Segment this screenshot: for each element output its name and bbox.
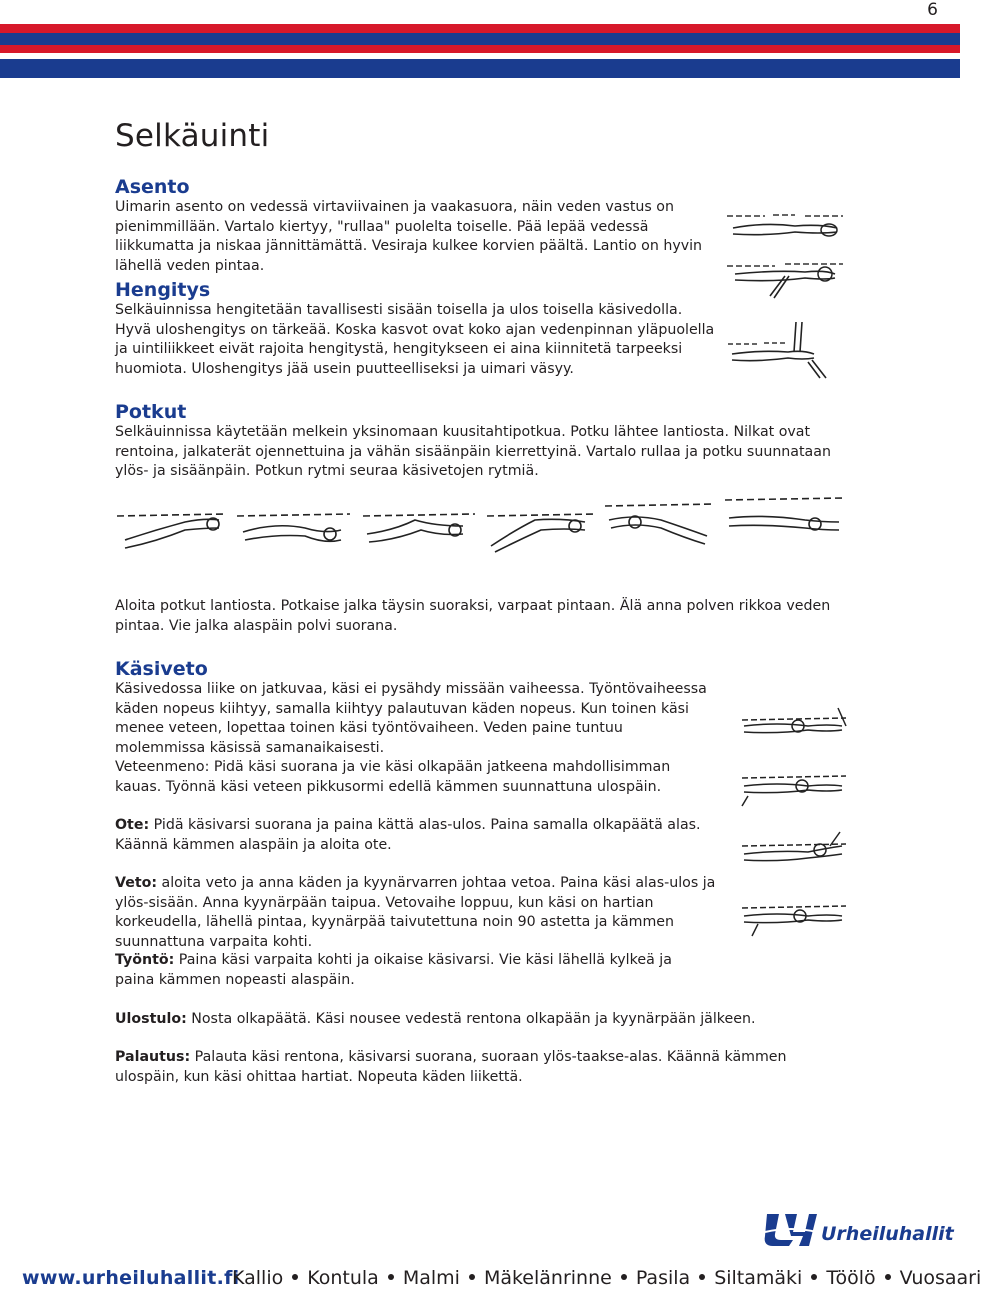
bullet-separator xyxy=(885,1274,891,1280)
bullet-separator xyxy=(469,1274,475,1280)
bullet-separator xyxy=(811,1274,817,1280)
palautus-label: Palautus: xyxy=(115,1049,191,1065)
hengitys-text: Selkäuinnissa hengitetään tavallisesti sisään toisella ja ulos toisella käsivedolla. Hyvä uloshengitys on tärkeää. Koska kasvot ovat koko ajan vedenpinnan yläpuolella ja uintiliikkeet eivät rajoita hengitystä, hengitykseen ei aina kiinnitetä tarpeeksi huomiota. Uloshengitys jää usein puutteelliseksi ja uimari väsyy. xyxy=(115,302,715,377)
paragraph-asento xyxy=(115,198,715,276)
heading-potkut: Potkut xyxy=(115,401,187,423)
location-vuosaari[interactable]: Vuosaari xyxy=(899,1267,981,1289)
swimmer-illustration-streamline xyxy=(725,210,845,246)
paragraph-tyonto xyxy=(115,951,715,990)
kasiveto-veteenmeno-text: Veteenmeno: Pidä käsi suorana ja vie käsi olkapään jatkeena mahdollisimman kauas. Työnnä käsi veteen pikkusormi edellä kämmen suunnattuna ulospäin. xyxy=(115,759,671,795)
header-stripe-red-bottom xyxy=(0,45,960,53)
urheiluhallit-logo xyxy=(765,1208,954,1248)
bullet-separator xyxy=(699,1274,705,1280)
potkut-after-text: Aloita potkut lantiosta. Potkaise jalka täysin suoraksi, varpaat pintaan. Älä anna polven rikkoa veden pintaa. Vie jalka alaspäin polvi suorana. xyxy=(115,598,831,634)
veto-label: Veto: xyxy=(115,875,158,891)
ulostulo-label: Ulostulo: xyxy=(115,1011,187,1027)
heading-kasiveto: Käsiveto xyxy=(115,658,208,680)
page-number: 6 xyxy=(927,0,938,20)
potkut-text: Selkäuinnissa käytetään melkein yksinomaan kuusitahtipotkua. Potku lähtee lantiosta. Nilkat ovat rentoina, jalkaterät ojennettuina ja vähän sisäänpäin kierrettyinä. Vartalo rullaa ja potku suunnataan ylös- ja sisäänpäin. Potkun rytmi seuraa käsivetojen rytmiä. xyxy=(115,424,831,480)
location-kontula[interactable]: Kontula xyxy=(307,1267,379,1289)
paragraph-ulostulo xyxy=(115,1010,875,1030)
location-makelanrinne[interactable]: Mäkelänrinne xyxy=(483,1267,612,1289)
kick-sequence-illustrations xyxy=(115,490,845,562)
kasiveto-intro-text: Käsivedossa liike on jatkuvaa, käsi ei pysähdy missään vaiheessa. Työntövaiheessa käden nopeus kiihtyy, samalla kiihtyy palautuvan käden nopeus. Kun toinen käsi menee veteen, lopettaa toinen käsi työntövaiheen. Veden paine tuntuu molemmissa käsissä samanaikaisesti. xyxy=(115,681,707,756)
bullet-separator xyxy=(621,1274,627,1280)
arm-stroke-illustrations xyxy=(738,696,850,946)
paragraph-veto xyxy=(115,874,720,952)
palautus-text: Palauta käsi rentona, käsivarsi suorana, suoraan ylös-taakse-alas. Käännä kämmen ulospäin, kun käsi ohittaa hartiat. Nopeuta käden liikettä. xyxy=(115,1049,787,1085)
header-stripe-red-top xyxy=(0,24,960,33)
paragraph-kasiveto-intro xyxy=(115,680,715,798)
page-title: Selkäuinti xyxy=(115,118,270,154)
tyonto-text: Paina käsi varpaita kohti ja oikaise käsivarsi. Vie käsi lähellä kylkeä ja paina kämmen nopeasti alaspäin. xyxy=(115,952,672,988)
header-stripe-blue xyxy=(0,33,960,45)
bullet-separator xyxy=(292,1274,298,1280)
bullet-separator xyxy=(388,1274,394,1280)
paragraph-palautus xyxy=(115,1048,835,1087)
logo-text: Urheiluhallit xyxy=(821,1223,954,1245)
location-kallio[interactable]: Kallio xyxy=(232,1267,284,1289)
header-stripe-blue-thin xyxy=(0,59,960,78)
heading-asento: Asento xyxy=(115,176,190,198)
tyonto-label: Työntö: xyxy=(115,952,175,968)
footer-locations xyxy=(232,1267,981,1289)
heading-hengitys: Hengitys xyxy=(115,279,211,301)
paragraph-hengitys xyxy=(115,301,715,379)
location-pasila[interactable]: Pasila xyxy=(635,1267,691,1289)
veto-text: aloita veto ja anna käden ja kyynärvarren johtaa vetoa. Paina käsi alas-ulos ja ylös-sisään. Anna kyynärpään taipua. Vetovaihe loppuu, kun käsi on hartian korkeudella, lähellä pintaa, kyynärpää taivutettuna noin 90 astetta ja kämmen suunnattuna varpaita kohti. xyxy=(115,875,716,950)
paragraph-potkut-after xyxy=(115,597,850,636)
paragraph-ote xyxy=(115,816,715,855)
ulostulo-text: Nosta olkapäätä. Käsi nousee vedestä rentona olkapään ja kyynärpään jälkeen. xyxy=(186,1011,756,1027)
asento-text: Uimarin asento on vedessä virtaviivainen ja vaakasuora, näin veden vastus on pienimmillään. Vartalo kiertyy, "rullaa" puolelta toiselle. Pää lepää vedessä liikkumatta ja niskaa jännittämättä. Vesiraja kulkee korvien päältä. Lantio on hyvin lähellä veden pintaa. xyxy=(115,199,703,274)
swimmer-illustration-arm-up xyxy=(728,318,838,382)
ote-text: Pidä käsivarsi suorana ja paina kättä alas-ulos. Paina samalla olkapäätä alas. Käännä kämmen alaspäin ja aloita ote. xyxy=(115,817,701,853)
swimmer-illustration-arm-recovery xyxy=(725,258,845,302)
location-toolo[interactable]: Töölö xyxy=(826,1267,876,1289)
ote-label: Ote: xyxy=(115,817,150,833)
location-malmi[interactable]: Malmi xyxy=(402,1267,460,1289)
paragraph-potkut xyxy=(115,423,850,482)
location-siltamaki[interactable]: Siltamäki xyxy=(714,1267,803,1289)
footer-url-link[interactable]: www.urheiluhallit.fi xyxy=(22,1267,240,1289)
